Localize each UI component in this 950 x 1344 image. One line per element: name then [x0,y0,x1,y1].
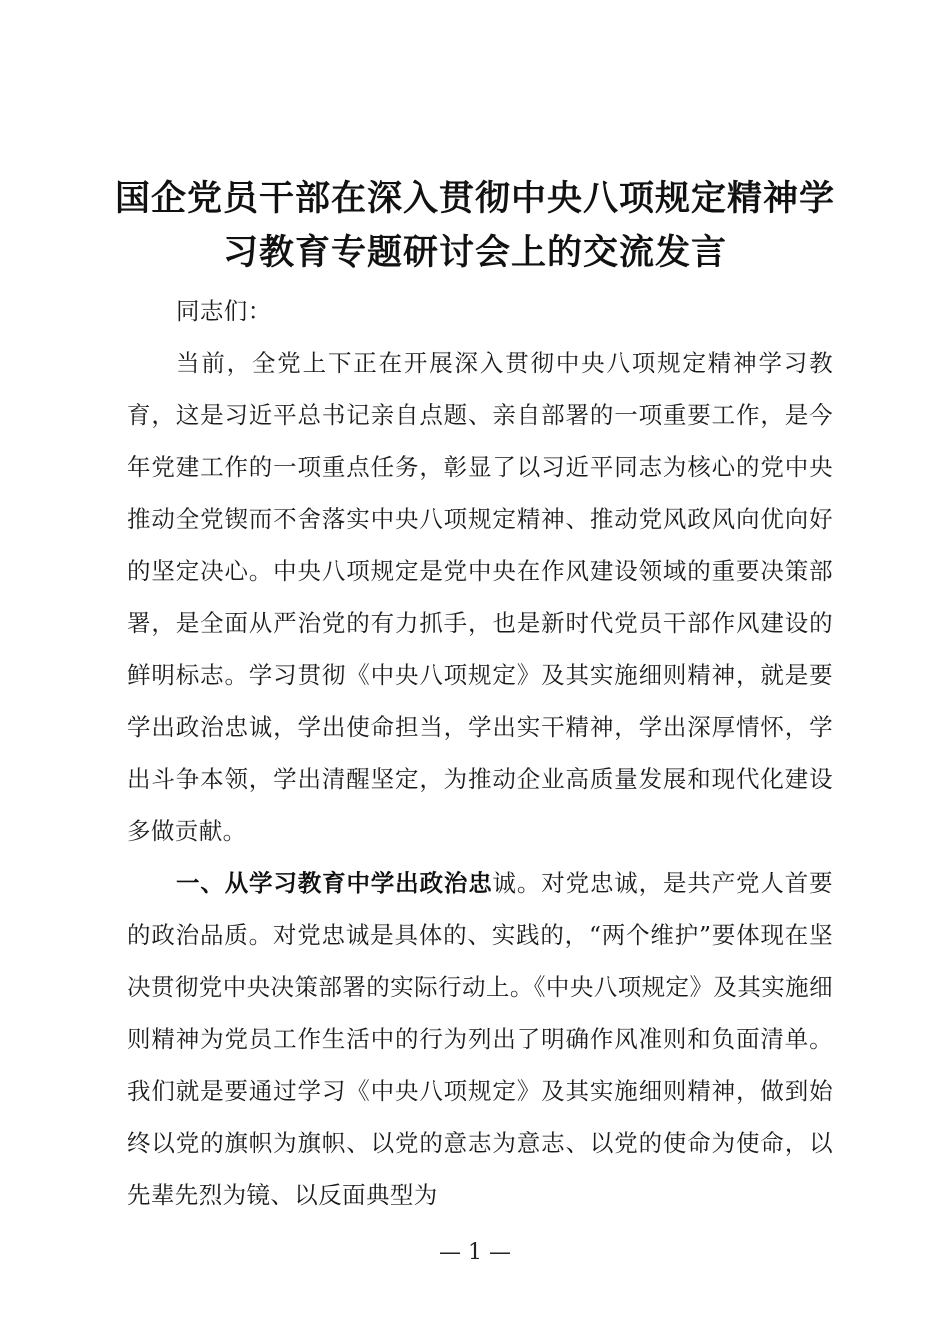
paragraph-text: 当前，全党上下正在开展深入贯彻中央八项规定精神学习教育，这是习近平总书记亲自点题、亲自部署的一项重要工作，是今年党建工作的一项重点任务，彰显了以习近平同志为核心的党中央推动全党锲而不舍落实中央八项规定精神、推动党风政风向优向好的坚定决心。中央八项规定是党中央在作风建设领域的重要决策部署，是全面从严治党的有力抓手，也是新时代党员干部作风建设的鲜明标志。学习贯彻《中央八项规定》及其实施细则精神，就是要学出政治忠诚，学出使命担当，学出实干精神，学出深厚情怀，学出斗争本领，学出清醒坚定，为推动企业高质量发展和现代化建设多做贡献。 [127,349,833,845]
title-line-1: 国企党员干部在深入贯彻中央八项规定精神学 [114,178,835,219]
paragraph-section-1 [127,857,833,1221]
paragraph-intro [127,337,833,857]
salutation: 同志们： [176,297,272,325]
section-heading: 一、从学习教育中学出政治忠 [176,869,493,897]
document-title [100,172,850,280]
page-number: — 1 — [439,1240,511,1265]
paragraph-text: 诚。对党忠诚，是共产党人首要的政治品质。对党忠诚是具体的、实践的，“两个维护”要体现在坚决贯彻党中央决策部署的实际行动上。《中央八项规定》及其实施细则精神为党员工作生活中的行为列出了明确作风准则和负面清单。我们就是要通过学习《中央八项规定》及其实施细则精神，做到始终以党的旗帜为旗帜、以党的意志为意志、以党的使命为使命，以先辈先烈为镜、以反面典型为 [127,869,833,1209]
title-line-2: 习教育专题研讨会上的交流发言 [222,232,727,273]
document-body [127,285,833,1221]
